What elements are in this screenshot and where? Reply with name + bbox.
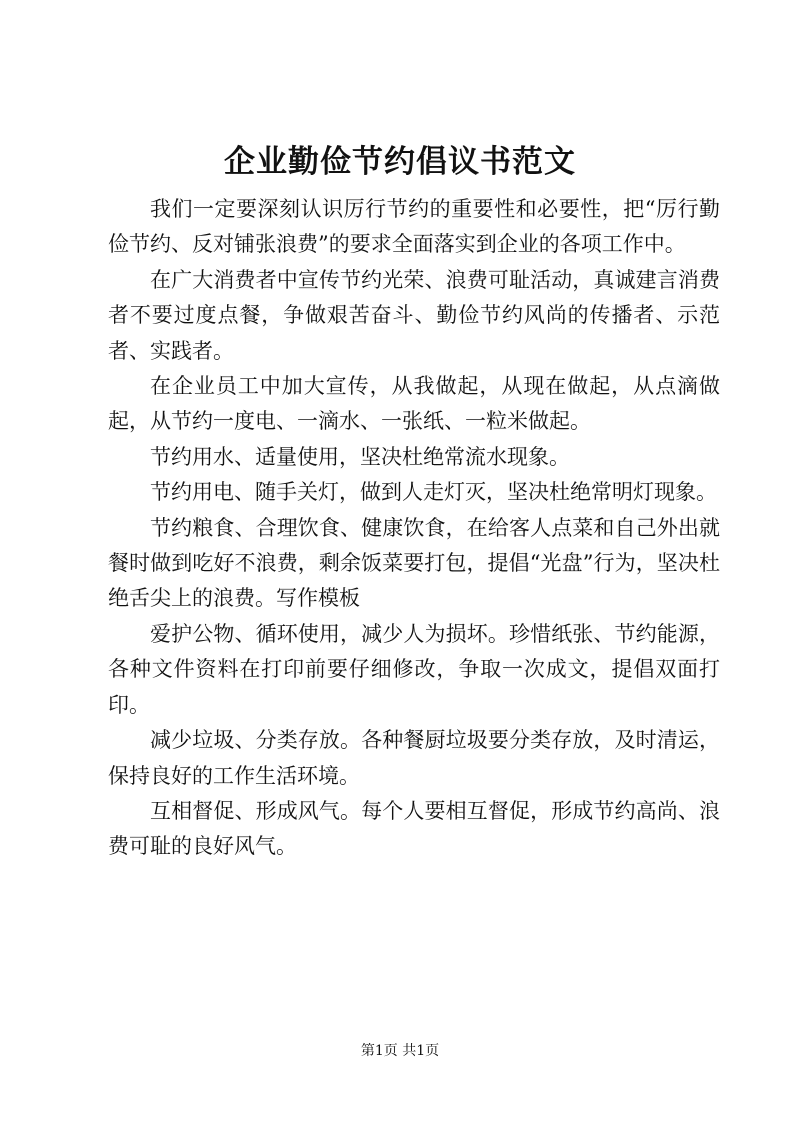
- paragraph-3: 在企业员工中加大宣传，从我做起，从现在做起，从点滴做起，从节约一度电、一滴水、一张纸、一粒米做起。: [108, 374, 720, 434]
- document-body: [108, 192, 720, 865]
- paragraph-7: 爱护公物、循环使用，减少人为损坏。珍惜纸张、节约能源，各种文件资料在打印前要仔细修改，争取一次成文，提倡双面打印。: [108, 621, 720, 717]
- paragraph-9: 互相督促、形成风气。每个人要相互督促，形成节约高尚、浪费可耻的良好风气。: [108, 798, 720, 859]
- paragraph-8: 减少垃圾、分类存放。各种餐厨垃圾要分类存放，及时清运，保持良好的工作生活环境。: [108, 728, 720, 788]
- document-title: 企业勤俭节约倡议书范文: [224, 144, 576, 180]
- paragraph-1: 我们一定要深刻认识厉行节约的重要性和必要性，把“厉行勤俭节约、反对铺张浪费”的要求全面落实到企业的各项工作中。: [108, 197, 720, 257]
- paragraph-5: 节约用电、随手关灯，做到人走灯灭，坚决杜绝常明灯现象。: [150, 480, 717, 505]
- paragraph-2: 在广大消费者中宣传节约光荣、浪费可耻活动，真诚建言消费者不要过度点餐，争做艰苦奋斗、勤俭节约风尚的传播者、示范者、实践者。: [108, 267, 720, 363]
- paragraph-4: 节约用水、适量使用，坚决杜绝常流水现象。: [150, 444, 570, 469]
- page-footer: 第1页 共1页: [360, 1043, 440, 1059]
- paragraph-6: 节约粮食、合理饮食、健康饮食，在给客人点菜和自己外出就餐时做到吃好不浪费，剩余饭菜要打包，提倡“光盘”行为，坚决杜绝舌尖上的浪费。写作模板: [108, 515, 720, 611]
